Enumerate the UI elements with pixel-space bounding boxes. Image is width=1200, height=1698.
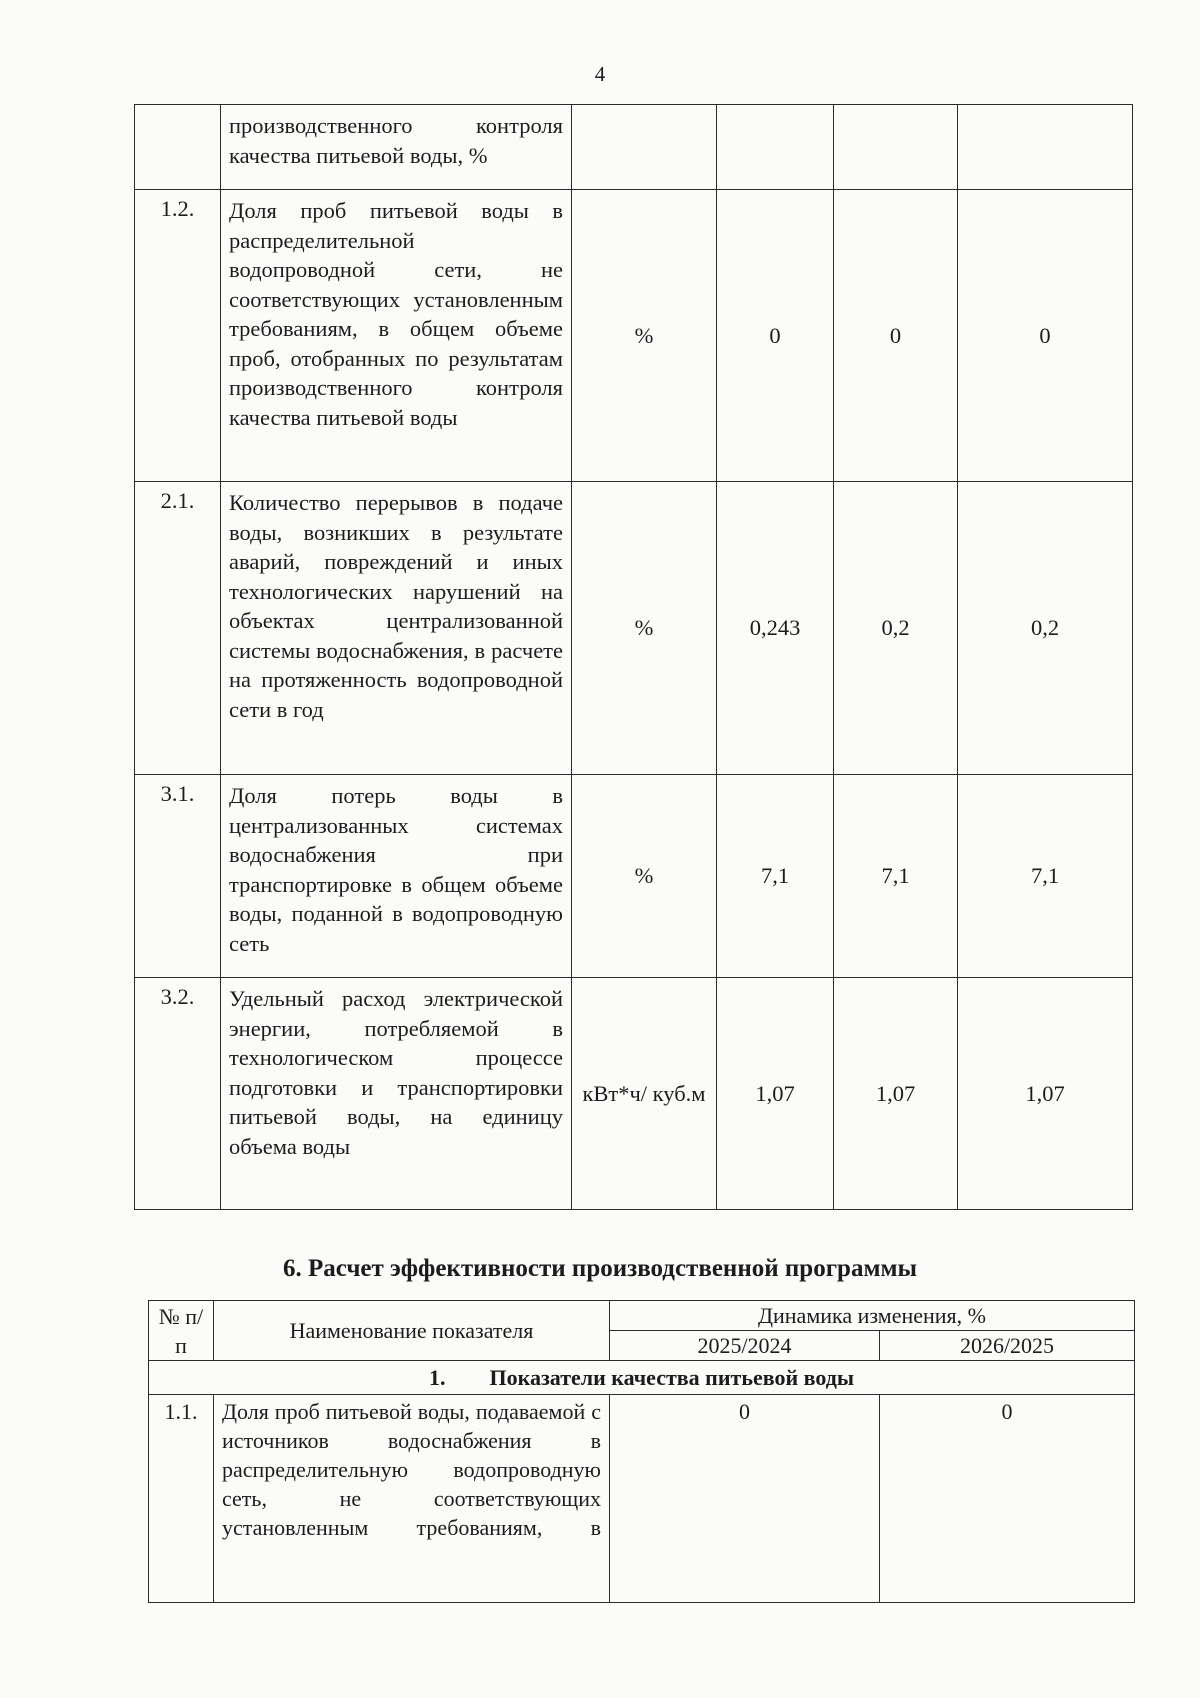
row-number: 1.2. (135, 190, 221, 482)
header-row (149, 1301, 1135, 1331)
row-number: 3.2. (135, 978, 221, 1210)
value-1: 0,243 (717, 482, 834, 775)
header-num: № п/п (149, 1301, 214, 1361)
unit (572, 105, 717, 190)
page-number: 4 (594, 62, 606, 86)
value-2: 7,1 (834, 775, 958, 978)
table-row (135, 105, 1133, 190)
section-title: 1. Показатели качества питьевой воды (149, 1361, 1135, 1395)
value-3 (958, 105, 1133, 190)
value-2 (834, 105, 958, 190)
row-number (135, 105, 221, 190)
value-1: 0 (717, 190, 834, 482)
indicator-name: Доля проб питьевой воды, подаваемой с источников водоснабжения в распределительную водопроводную сеть, не соответствующих установленным требованиям, в (214, 1395, 610, 1603)
row-number: 2.1. (135, 482, 221, 775)
indicator-name: Доля потерь воды в централизованных системах водоснабжения при транспортировке в общем объеме воды, поданной в водопроводную сеть (221, 775, 572, 978)
value-1 (717, 105, 834, 190)
value-3: 0,2 (958, 482, 1133, 775)
value-3: 0 (958, 190, 1133, 482)
row-number: 3.1. (135, 775, 221, 978)
value-1: 0 (610, 1395, 880, 1603)
table-row (135, 482, 1133, 775)
indicator-name: производственного контроля качества питьевой воды, % (221, 105, 572, 190)
value-2: 0 (834, 190, 958, 482)
header-dynamics: Динамика изменения, % (610, 1301, 1135, 1331)
value-3: 1,07 (958, 978, 1133, 1210)
section-heading: 6. Расчет эффективности производственной программы (282, 1255, 918, 1282)
indicator-name: Доля проб питьевой воды в распределительной водопроводной сети, не соответствующих установленным требованиям, в общем объеме проб, отобранных по результатам производственного контроля качества питьевой воды (221, 190, 572, 482)
table-row (149, 1395, 1135, 1603)
header-period-2: 2026/2025 (880, 1331, 1135, 1361)
value-3: 7,1 (958, 775, 1133, 978)
table-row (135, 775, 1133, 978)
indicator-name: Количество перерывов в подаче воды, возникших в результате аварий, повреждений и иных технологических нарушений на объектах централизованной системы водоснабжения, в расчете на протяженность водопроводной сети в год (221, 482, 572, 775)
indicators-table (134, 104, 1133, 1210)
value-2: 0,2 (834, 482, 958, 775)
indicator-name: Удельный расход электрической энергии, потребляемой в технологическом процессе подготовки и транспортировки питьевой воды, на единицу объема воды (221, 978, 572, 1210)
section-row (149, 1361, 1135, 1395)
value-1: 1,07 (717, 978, 834, 1210)
table-row (135, 190, 1133, 482)
header-period-1: 2025/2024 (610, 1331, 880, 1361)
unit: % (572, 775, 717, 978)
header-name: Наименование показателя (214, 1301, 610, 1361)
unit: % (572, 482, 717, 775)
value-2: 0 (880, 1395, 1135, 1603)
value-1: 7,1 (717, 775, 834, 978)
unit: кВт*ч/ куб.м (572, 978, 717, 1210)
unit: % (572, 190, 717, 482)
table-row (135, 978, 1133, 1210)
efficiency-table (148, 1300, 1135, 1603)
row-number: 1.1. (149, 1395, 214, 1603)
value-2: 1,07 (834, 978, 958, 1210)
